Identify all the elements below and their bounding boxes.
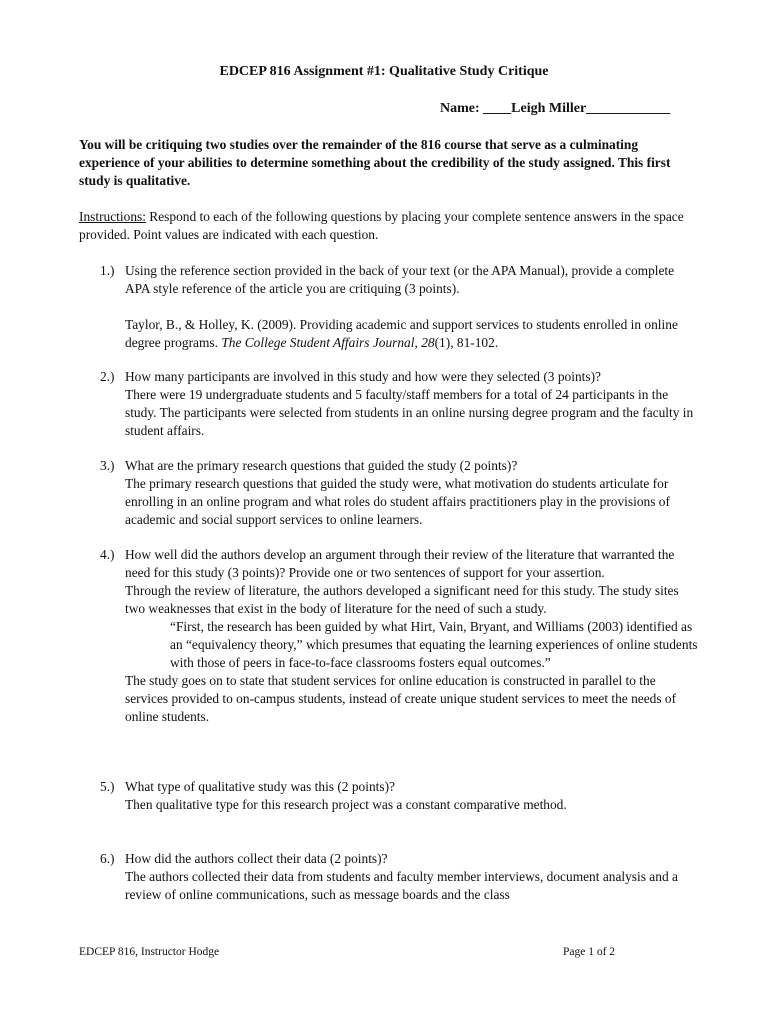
question-5 <box>100 778 700 814</box>
reference-separator: , <box>414 335 422 350</box>
instructions-label: Instructions: <box>79 209 146 224</box>
footer-page-number: Page 1 of 2 <box>563 946 616 958</box>
instructions-text: Respond to each of the following questions by placing your complete sentence answers in the space provided. Point values are indicated with each question. <box>79 209 684 242</box>
reference-pages: (1), 81-102. <box>434 335 499 350</box>
instructions-paragraph <box>79 208 699 244</box>
question-1 <box>100 262 700 352</box>
reference-journal: The College Student Affairs Journal <box>221 335 415 350</box>
reference-citation <box>125 316 700 352</box>
student-name-line: Name: ____Leigh Miller____________ <box>440 101 671 116</box>
answer-text: The authors collected their data from students and faculty member interviews, document analysis and a review of online communications, such as message boards and the class <box>125 869 678 902</box>
answer-text-continued: The study goes on to state that student services for online education is constructed in parallel to the services provided to on-campus students, instead of create unique student services to meet the needs of online students. <box>125 673 677 724</box>
question-number: 4.) <box>100 547 115 562</box>
question-6 <box>100 850 700 904</box>
question-text: What are the primary research questions that guided the study (2 points)? <box>125 458 518 473</box>
question-text: How did the authors collect their data (2 points)? <box>125 851 388 866</box>
footer-course: EDCEP 816, Instructor Hodge <box>79 946 220 958</box>
intro-paragraph: You will be critiquing two studies over the remainder of the 816 course that serve as a culminating experience of your abilities to determine something about the credibility of the study assigned. This first study is qualitative. <box>79 137 671 188</box>
question-3 <box>100 457 700 529</box>
reference-authors-title: Taylor, B., & Holley, K. (2009). Providing academic and support services to students enrolled in online degree programs. <box>125 317 678 350</box>
question-text: How well did the authors develop an argument through their review of the literature that warranted the need for this study (3 points)? Provide one or two sentences of support for your assertion. <box>125 547 675 580</box>
question-4 <box>100 546 700 726</box>
question-text: Using the reference section provided in the back of your text (or the APA Manual), provide a complete APA style reference of the article you are critiquing (3 points). <box>125 263 675 296</box>
question-text: What type of qualitative study was this (2 points)? <box>125 779 395 794</box>
reference-volume: 28 <box>421 335 435 350</box>
answer-text: Through the review of literature, the authors developed a significant need for this study. The study sites two weaknesses that exist in the body of literature for the need of such a study. <box>125 583 679 616</box>
question-number: 6.) <box>100 851 115 866</box>
question-text: How many participants are involved in this study and how were they selected (3 points)? <box>125 369 601 384</box>
page-title: EDCEP 816 Assignment #1: Qualitative Study Critique <box>219 64 549 79</box>
answer-text: There were 19 undergraduate students and 5 faculty/staff members for a total of 24 participants in the study. The participants were selected from students in an online nursing degree program and the faculty in student affairs. <box>125 387 694 438</box>
question-number: 2.) <box>100 369 115 384</box>
question-number: 3.) <box>100 458 115 473</box>
block-quote: “First, the research has been guided by what Hirt, Vain, Bryant, and Williams (2003) identified as an “equivalency theory,” which presumes that equating the learning experiences of online students with those of peers in face-to-face classrooms fosters equal outcomes.” <box>170 619 698 670</box>
answer-text: Then qualitative type for this research project was a constant comparative method. <box>125 797 567 812</box>
question-number: 5.) <box>100 779 115 794</box>
answer-text: The primary research questions that guided the study were, what motivation do students articulate for enrolling in an online program and what roles do student affairs practitioners play in the provisions of academic and social support services to online learners. <box>125 476 670 527</box>
question-number: 1.) <box>100 263 115 278</box>
question-2 <box>100 368 700 440</box>
